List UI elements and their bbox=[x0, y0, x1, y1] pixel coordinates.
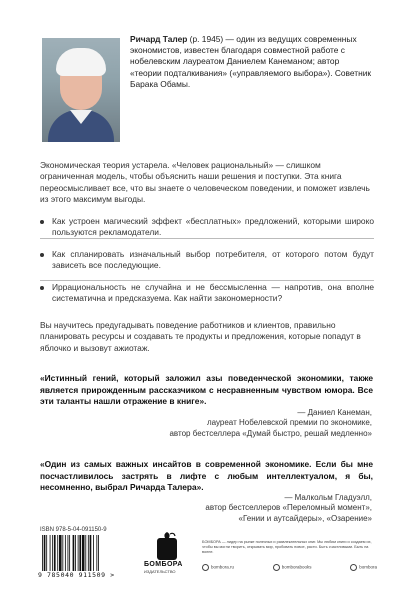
bullet-item: Как спланировать изначальный выбор потребителя, от которого потом будут зависеть все последующие. bbox=[40, 249, 374, 272]
bombora-logo-icon bbox=[144, 530, 190, 560]
barcode bbox=[40, 535, 124, 571]
quote-author: — Малкольм Гладуэлл, bbox=[284, 493, 372, 502]
social-links bbox=[202, 564, 377, 571]
bullet-dot-icon bbox=[40, 286, 44, 290]
quote-author-role: «Гении и аутсайдеры», «Озарение» bbox=[238, 513, 372, 523]
outcome-paragraph: Вы научитесь предугадывать поведение работников и клиентов, правильно планировать ресурсы и создавать те продукты и предложения, которые попадут в яблочко и вызовут ажиотаж. bbox=[40, 320, 361, 353]
quote-author-role: автор бестселлера «Думай быстро, решай медленно» bbox=[169, 428, 372, 438]
bullet-dot-icon bbox=[40, 220, 44, 224]
divider bbox=[40, 280, 374, 281]
publisher-tagline: ИЗДАТЕЛЬСТВО bbox=[144, 569, 176, 574]
quote-attribution bbox=[142, 408, 372, 439]
quote-author-role: лауреат Нобелевской премии по экономике, bbox=[206, 418, 372, 428]
quote-author: — Даниел Канеман, bbox=[297, 408, 372, 417]
author-block bbox=[42, 34, 372, 144]
quote-author-role: автор бестселлеров «Переломный момент», bbox=[205, 503, 372, 513]
bullet-item: Как устроен магический эффект «бесплатных» предложений, которыми широко пользуются рекламодатели. bbox=[40, 216, 374, 239]
bullet-dot-icon bbox=[40, 253, 44, 257]
author-photo bbox=[42, 38, 120, 142]
social-link-main[interactable]: bombora bbox=[350, 564, 377, 571]
quote-attribution bbox=[142, 493, 372, 524]
social-icon bbox=[273, 564, 280, 571]
bullet-item: Иррациональность не случайна и не бессмысленна — напротив, она вполне систематична и предсказуема. Как найти закономерности? bbox=[40, 282, 374, 305]
social-icon bbox=[350, 564, 357, 571]
author-bio bbox=[130, 34, 372, 90]
intro-paragraph: Экономическая теория устарела. «Человек рациональный» — слишком ограниченная модель, чтобы объяснить наши решения и поступки. Эта книга переосмысливает все, что вы знаете о человеческом поведении, и поможет извлечь из этого максимум выгоды. bbox=[40, 160, 370, 205]
publisher-name: БОМБОРА bbox=[144, 561, 183, 568]
bullet-list bbox=[40, 216, 374, 314]
publisher-blurb: БОМБОРА — лидер на рынке полезных и развлекательных книг. Мы любим книги и создаем их, чтобы вы могли творить, открывать мир, пробовать новое, расти. Быть счастливыми. Быть на волне. bbox=[202, 540, 372, 554]
quote-gladwell: «Один из самых важных инсайтов в современной экономике. Если бы мне посчастливилось застрять в лифте с любым интеллектуалом, я бы, несомненно, выбрал Ричарда Талера». bbox=[40, 459, 373, 493]
author-name: Ричард Талер bbox=[130, 34, 188, 44]
social-link-books[interactable]: bomborabooks bbox=[273, 564, 312, 571]
barcode-number: 9 785040 911509 > bbox=[38, 571, 115, 579]
isbn-label: ISBN 978-5-04-091150-9 bbox=[40, 527, 107, 533]
quote-kahneman: «Истинный гений, который заложил азы поведенческой экономики, также является прирожденным рассказчиком с несравненным чувством юмора. Все эти таланты нашли отражение в книге». bbox=[40, 373, 373, 407]
divider bbox=[40, 238, 374, 239]
author-bio-text: (р. 1945) — один из ведущих современных экономистов, известен благодаря совместной работе с нобелевским лауреатом Даниелем Канеманом; автор «теории подталкивания» («управляемого выбора»). Советник Барака Обамы. bbox=[130, 34, 372, 89]
globe-icon bbox=[202, 564, 209, 571]
social-link-site[interactable]: bombora.ru bbox=[202, 564, 234, 571]
